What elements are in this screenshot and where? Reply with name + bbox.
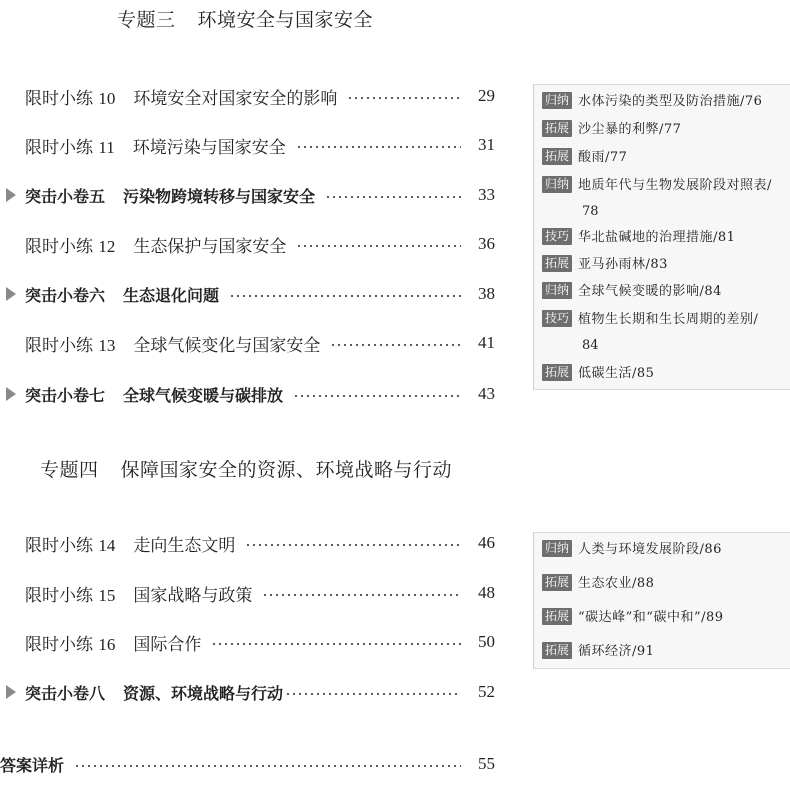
sidebar-item-text: 沙尘暴的利弊/77 bbox=[578, 122, 682, 137]
entry-number: 10 bbox=[98, 88, 116, 108]
sidebar-item[interactable] bbox=[542, 279, 722, 305]
entry-type: 限时小练 bbox=[25, 535, 93, 556]
entry-number: 14 bbox=[98, 535, 116, 555]
sidebar-item-continuation: 78 bbox=[582, 204, 599, 219]
section-4-sidebar bbox=[533, 532, 790, 669]
section-4-name: 保障国家安全的资源、环境战略与行动 bbox=[120, 459, 453, 481]
tag-label: 拓展 bbox=[542, 364, 572, 381]
sidebar-item-text: 人类与环境发展阶段/86 bbox=[578, 542, 722, 557]
toc-entry-answers[interactable] bbox=[0, 751, 495, 777]
toc-entry-exam[interactable] bbox=[25, 381, 495, 407]
sidebar-item[interactable] bbox=[542, 117, 681, 143]
entry-type: 限时小练 bbox=[25, 335, 93, 356]
leader-dots bbox=[285, 693, 461, 695]
leader-dots bbox=[296, 146, 461, 148]
triangle-marker-icon bbox=[6, 685, 16, 699]
entry-topic: 走向生态文明 bbox=[133, 535, 236, 556]
triangle-marker-icon bbox=[6, 287, 16, 301]
sidebar-item-text: 循环经济/91 bbox=[578, 644, 655, 659]
sidebar-item[interactable] bbox=[542, 571, 654, 597]
tag-label: 归纳 bbox=[542, 92, 572, 109]
leader-dots bbox=[262, 594, 461, 596]
toc-entry-exam[interactable] bbox=[25, 679, 495, 705]
sidebar-item-text: 地质年代与生物发展阶段对照表/ bbox=[578, 178, 772, 193]
answers-label: 答案详析 bbox=[0, 755, 65, 775]
sidebar-item[interactable] bbox=[542, 605, 724, 631]
sidebar-item-text: 生态农业/88 bbox=[578, 576, 655, 591]
sidebar-item-text: 亚马孙雨林/83 bbox=[578, 257, 668, 272]
leader-dots bbox=[330, 344, 461, 346]
sidebar-item[interactable] bbox=[542, 307, 758, 333]
entry-topic: 生态保护与国家安全 bbox=[133, 236, 287, 257]
sidebar-item[interactable] bbox=[542, 361, 654, 387]
entry-type: 限时小练 bbox=[25, 137, 93, 158]
tag-label: 技巧 bbox=[542, 310, 572, 327]
leader-dots bbox=[211, 643, 461, 645]
page-number: 50 bbox=[478, 632, 495, 651]
entry-type: 突击小卷八 bbox=[25, 683, 106, 703]
entry-number: 11 bbox=[98, 137, 115, 157]
section-3-number: 专题三 bbox=[117, 9, 176, 31]
section-3-sidebar bbox=[533, 84, 790, 390]
page-number: 46 bbox=[478, 533, 495, 552]
section-4-title bbox=[40, 455, 452, 482]
sidebar-item[interactable] bbox=[542, 145, 627, 171]
entry-topic: 环境安全对国家安全的影响 bbox=[133, 88, 338, 109]
tag-label: 技巧 bbox=[542, 228, 572, 245]
page-number: 36 bbox=[478, 234, 495, 253]
page-number: 48 bbox=[478, 583, 495, 602]
toc-entry[interactable] bbox=[25, 330, 495, 356]
entry-type: 突击小卷七 bbox=[25, 385, 106, 405]
toc-entry[interactable] bbox=[25, 530, 495, 556]
sidebar-item-text: 酸雨/77 bbox=[578, 150, 628, 165]
entry-topic: 污染物跨境转移与国家安全 bbox=[123, 186, 316, 206]
toc-entry[interactable] bbox=[25, 580, 495, 606]
section-3-name: 环境安全与国家安全 bbox=[197, 9, 374, 31]
sidebar-item-text: 华北盐碱地的治理措施/81 bbox=[578, 230, 736, 245]
tag-label: 归纳 bbox=[542, 176, 572, 193]
entry-number: 16 bbox=[98, 634, 116, 654]
section-3-title bbox=[117, 5, 373, 32]
entry-type: 突击小卷五 bbox=[25, 186, 106, 206]
page-number: 38 bbox=[478, 284, 495, 303]
page-number: 33 bbox=[478, 185, 495, 204]
sidebar-item-text: “碳达峰”和“碳中和”/89 bbox=[578, 610, 724, 625]
page-number: 41 bbox=[478, 333, 495, 352]
sidebar-item[interactable] bbox=[542, 173, 772, 199]
triangle-marker-icon bbox=[6, 188, 16, 202]
tag-label: 归纳 bbox=[542, 282, 572, 299]
sidebar-item-continuation: 84 bbox=[582, 338, 599, 353]
entry-topic: 全球气候变化与国家安全 bbox=[133, 335, 321, 356]
leader-dots bbox=[347, 97, 461, 99]
sidebar-item[interactable] bbox=[542, 89, 762, 115]
entry-number: 13 bbox=[98, 335, 116, 355]
toc-entry[interactable] bbox=[25, 83, 495, 109]
sidebar-item[interactable] bbox=[542, 225, 735, 251]
tag-label: 归纳 bbox=[542, 540, 572, 557]
leader-dots bbox=[245, 544, 461, 546]
toc-entry[interactable] bbox=[25, 629, 495, 655]
entry-topic: 生态退化问题 bbox=[123, 285, 220, 305]
entry-topic: 国家战略与政策 bbox=[133, 585, 253, 606]
sidebar-item[interactable] bbox=[542, 537, 722, 563]
leader-dots bbox=[74, 765, 461, 767]
entry-type: 限时小练 bbox=[25, 236, 93, 257]
tag-label: 拓展 bbox=[542, 148, 572, 165]
leader-dots bbox=[293, 395, 461, 397]
toc-entry[interactable] bbox=[25, 132, 495, 158]
tag-label: 拓展 bbox=[542, 255, 572, 272]
tag-label: 拓展 bbox=[542, 120, 572, 137]
triangle-marker-icon bbox=[6, 387, 16, 401]
entry-type: 限时小练 bbox=[25, 634, 93, 655]
tag-label: 拓展 bbox=[542, 574, 572, 591]
toc-entry[interactable] bbox=[25, 231, 495, 257]
sidebar-item-text: 植物生长期和生长周期的差别/ bbox=[578, 312, 759, 327]
page-number: 43 bbox=[478, 384, 495, 403]
tag-label: 拓展 bbox=[542, 642, 572, 659]
sidebar-item[interactable] bbox=[542, 252, 668, 278]
entry-type: 突击小卷六 bbox=[25, 285, 106, 305]
toc-entry-exam[interactable] bbox=[25, 281, 495, 307]
entry-number: 15 bbox=[98, 585, 116, 605]
tag-label: 拓展 bbox=[542, 608, 572, 625]
toc-entry-exam[interactable] bbox=[25, 182, 495, 208]
entry-topic: 全球气候变暖与碳排放 bbox=[123, 385, 284, 405]
section-4-number: 专题四 bbox=[40, 459, 99, 481]
leader-dots bbox=[296, 245, 461, 247]
leader-dots bbox=[229, 295, 461, 297]
entry-topic: 国际合作 bbox=[133, 634, 202, 655]
entry-type: 限时小练 bbox=[25, 88, 93, 109]
entry-topic: 环境污染与国家安全 bbox=[132, 137, 286, 158]
leader-dots bbox=[325, 196, 461, 198]
page-number: 29 bbox=[478, 86, 495, 105]
sidebar-item-text: 水体污染的类型及防治措施/76 bbox=[578, 94, 763, 109]
entry-number: 12 bbox=[98, 236, 116, 256]
page-number: 55 bbox=[478, 754, 495, 773]
entry-type: 限时小练 bbox=[25, 585, 93, 606]
page-number: 52 bbox=[478, 682, 495, 701]
sidebar-item-text: 低碳生活/85 bbox=[578, 366, 655, 381]
page-number: 31 bbox=[478, 135, 495, 154]
sidebar-item-text: 全球气候变暖的影响/84 bbox=[578, 284, 722, 299]
entry-topic: 资源、环境战略与行动 bbox=[123, 683, 284, 703]
sidebar-item[interactable] bbox=[542, 639, 654, 665]
